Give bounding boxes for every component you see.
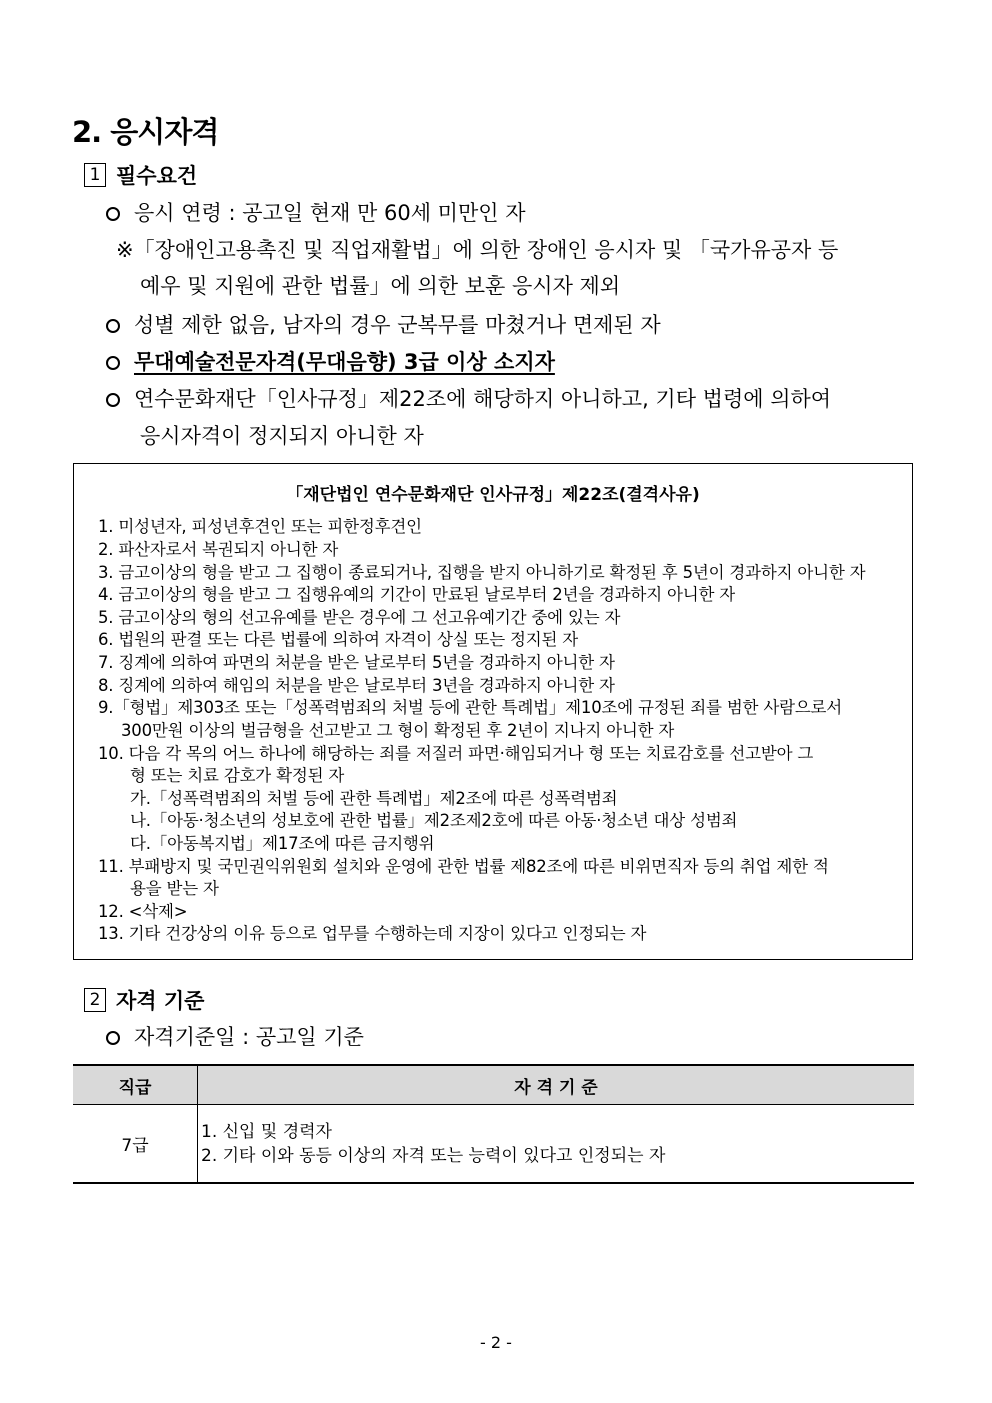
box-line: 형 또는 치료 감호가 확정된 자 [130, 766, 345, 785]
criteria-line-2: 2. 기타 이와 동등 이상의 자격 또는 능력이 있다고 인정되는 자 [201, 1145, 666, 1166]
item-criteria-date-text: 자격기준일 : 공고일 기준 [134, 1025, 364, 1049]
cell-criteria [198, 1105, 915, 1184]
circle-bullet-icon [106, 393, 120, 407]
box-line: 10. 다음 각 목의 어느 하나에 해당하는 죄를 저질러 파면·해임되거나 형 또는 치료감호를 선고받아 그 [98, 744, 814, 763]
page-number: - 2 - [480, 1333, 512, 1352]
box-line: 6. 법원의 판결 또는 다른 법률에 의하여 자격이 상실 또는 정지된 자 [98, 630, 579, 649]
item-license-text: 무대예술전문자격(무대음향) 3급 이상 소지자 [134, 350, 555, 374]
box-line: 13. 기타 건강상의 이유 등으로 업무를 수행하는데 지장이 있다고 인정되는 자 [98, 924, 647, 943]
header-criteria: 자 격 기 준 [198, 1065, 915, 1105]
note-line-2: 예우 및 지원에 관한 법률」에 의한 보훈 응시자 제외 [140, 274, 621, 298]
box-line: 300만원 이상의 벌금형을 선고받고 그 형이 확정된 후 2년이 지나지 아니한 자 [121, 721, 675, 740]
box-line: 2. 파산자로서 복권되지 아니한 자 [98, 540, 339, 559]
box-line: 용을 받는 자 [130, 879, 219, 898]
box-line: 8. 징계에 의하여 해임의 처분을 받은 날로부터 3년을 경과하지 아니한 자 [98, 676, 615, 695]
box-line: 5. 금고이상의 형의 선고유예를 받은 경우에 그 선고유예기간 중에 있는 자 [98, 608, 621, 627]
circle-bullet-icon [106, 207, 120, 221]
box-line: 11. 부패방지 및 국민권익위원회 설치와 운영에 관한 법률 제82조에 따른 비위면직자 등의 취업 제한 적 [98, 857, 829, 876]
subsection-title: 필수요건 [116, 164, 198, 188]
criteria-table [73, 1064, 914, 1184]
box-line: 12. <삭제> [98, 902, 188, 921]
note-line-1: ※「장애인고용촉진 및 직업재활법」에 의한 장애인 응시자 및 「국가유공자 등 [116, 238, 839, 262]
subsection-criteria [84, 985, 204, 1015]
box-line: 다.「아동복지법」제17조에 따른 금지행위 [130, 834, 435, 853]
criteria-line-1: 1. 신입 및 경력자 [201, 1121, 332, 1142]
circle-bullet-icon [106, 356, 120, 370]
item-criteria-date [106, 1022, 364, 1052]
item-age [106, 198, 526, 228]
box-line: 4. 금고이상의 형을 받고 그 집행유예의 기간이 만료된 날로부터 2년을 경과하지 아니한 자 [98, 585, 736, 604]
circle-bullet-icon [106, 319, 120, 333]
disqualification-box [73, 463, 913, 960]
subsection-required [84, 160, 197, 190]
subsection-number-box: 2 [84, 988, 106, 1012]
box-title: 「재단법인 연수문화재단 인사규정」제22조(결격사유) [286, 485, 700, 505]
header-grade: 직급 [73, 1065, 198, 1105]
section-title: 2. 응시자격 [72, 115, 219, 149]
box-line: 3. 금고이상의 형을 받고 그 집행이 종료되거나, 집행을 받지 아니하기로 확정된 후 5년이 경과하지 아니한 자 [98, 563, 866, 582]
subsection-title: 자격 기준 [116, 989, 205, 1013]
item-gender-text: 성별 제한 없음, 남자의 경우 군복무를 마쳤거나 면제된 자 [134, 313, 661, 337]
box-line: 9.「형법」제303조 또는「성폭력범죄의 처벌 등에 관한 특례법」제10조에 규정된 죄를 범한 사람으로서 [98, 698, 843, 717]
box-line: 7. 징계에 의하여 파면의 처분을 받은 날로부터 5년을 경과하지 아니한 자 [98, 653, 615, 672]
item-license [106, 347, 555, 377]
cell-grade: 7급 [73, 1105, 198, 1184]
box-line: 1. 미성년자, 피성년후견인 또는 피한정후견인 [98, 517, 422, 536]
item-gender [106, 310, 661, 340]
item-regulation-text-2: 응시자격이 정지되지 아니한 자 [140, 424, 424, 448]
item-age-text: 응시 연령 : 공고일 현재 만 60세 미만인 자 [134, 201, 526, 225]
table-header-row [73, 1065, 914, 1105]
subsection-number-box: 1 [84, 163, 106, 187]
circle-bullet-icon [106, 1031, 120, 1045]
box-line: 가.「성폭력범죄의 처벌 등에 관한 특례법」제2조에 따른 성폭력범죄 [130, 789, 618, 808]
box-line: 나.「아동·청소년의 성보호에 관한 법률」제2조제2호에 따른 아동·청소년 대상 성범죄 [130, 811, 738, 830]
item-regulation [106, 384, 831, 414]
table-row [73, 1105, 914, 1184]
item-regulation-text-1: 연수문화재단「인사규정」제22조에 해당하지 아니하고, 기타 법령에 의하여 [134, 387, 832, 411]
